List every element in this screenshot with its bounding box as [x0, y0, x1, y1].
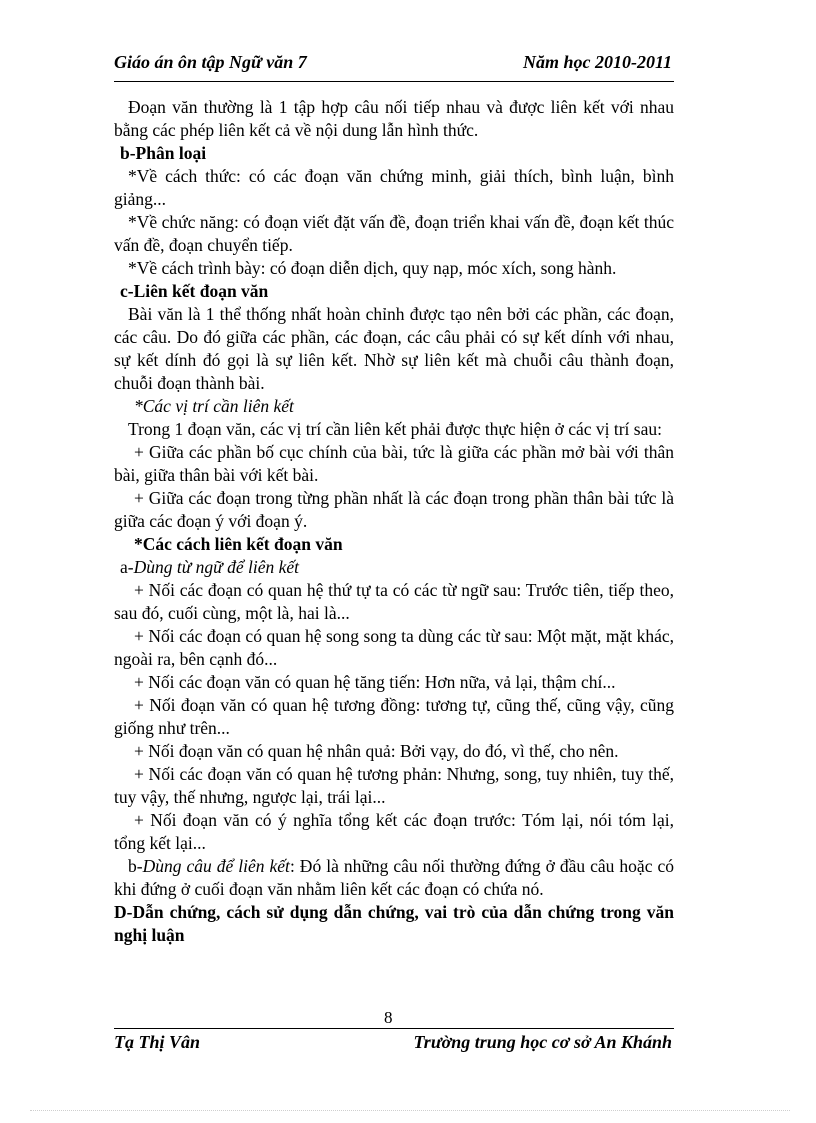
subsection-heading: *Các vị trí cần liên kết [134, 396, 294, 416]
subsection-heading: *Các cách liên kết đoạn văn [134, 534, 343, 554]
header-title: Giáo án ôn tập Ngữ văn 7 [114, 52, 307, 72]
section-heading: b-Phân loại [120, 143, 207, 163]
list-item: + Nối đoạn văn có ý nghĩa tổng kết các đoạn trước: Tóm lại, nói tóm lại, tổng kết lại... [114, 810, 674, 853]
list-item: + Giữa các đoạn trong từng phần nhất là các đoạn trong phần thân bài tức là giữa các đoạn ý với đoạn ý. [114, 488, 674, 531]
paragraph: *Về cách thức: có các đoạn văn chứng minh, giải thích, bình luận, bình giảng... [114, 166, 674, 209]
paragraph: Bài văn là 1 thể thống nhất hoàn chỉnh được tạo nên bởi các phần, các đoạn, các câu. Do đó giữa các phần, các đoạn, các câu phải có sự kết dính với nhau, sự kết dính đó gọi là sự liên kết. Nhờ sự liên kết mà chuỗi câu thành đoạn, chuỗi đoạn thành bài. [114, 304, 674, 393]
header-rule [114, 81, 674, 82]
page-edge-divider [30, 1110, 790, 1111]
page-number: 8 [384, 1008, 393, 1027]
label-text: Dùng câu để liên kết [142, 856, 290, 876]
paragraph [114, 855, 674, 901]
footer-rule [114, 1028, 674, 1029]
label-text: Dùng từ ngữ để liên kết [133, 557, 299, 577]
header-school-year: Năm học 2010-2011 [522, 52, 672, 72]
paragraph: Đoạn văn thường là 1 tập hợp câu nối tiếp nhau và được liên kết với nhau bằng các phép liên kết cả về nội dung lẫn hình thức. [114, 97, 674, 140]
footer-author: Tạ Thị Vân [114, 1032, 201, 1052]
list-item: + Giữa các phần bố cục chính của bài, tức là giữa các phần mở bài với thân bài, giữa thân bài với kết bài. [114, 442, 674, 485]
paragraph: *Về chức năng: có đoạn viết đặt vấn đề, đoạn triển khai vấn đề, đoạn kết thúc vấn đề, đoạn chuyển tiếp. [114, 212, 674, 255]
list-item: + Nối đoạn văn có quan hệ nhân quả: Bởi vạy, do đó, vì thế, cho nên. [134, 741, 619, 761]
list-item: + Nối các đoạn có quan hệ song song ta dùng các từ sau: Một mặt, mặt khác, ngoài ra, bên cạnh đó... [114, 626, 674, 669]
document-body [114, 96, 674, 947]
list-item: + Nối các đoạn văn có quan hệ tương phản: Nhưng, song, tuy nhiên, tuy thế, tuy vậy, thế nhưng, ngược lại, trái lại... [114, 764, 674, 807]
label-prefix: a- [120, 557, 134, 577]
label-prefix: b- [128, 856, 143, 876]
page-footer [114, 1032, 672, 1056]
list-item: + Nối các đoạn có quan hệ thứ tự ta có các từ ngữ sau: Trước tiên, tiếp theo, sau đó, cuối cùng, một là, hai là... [114, 580, 674, 623]
section-heading: D-Dẫn chứng, cách sử dụng dẫn chứng, vai trò của dẫn chứng trong văn nghị luận [114, 902, 674, 945]
section-heading: c-Liên kết đoạn văn [120, 281, 269, 301]
page-header [114, 52, 672, 78]
label-body: : Đó là những câu nối thường đứng ở đầu câu hoặc có khi đứng ở cuối đoạn văn nhằm liên kết các đoạn có chứa nó. [114, 856, 674, 899]
subsection-label [114, 556, 674, 579]
paragraph: *Về cách trình bày: có đoạn diễn dịch, quy nạp, móc xích, song hành. [128, 258, 617, 278]
paragraph: Trong 1 đoạn văn, các vị trí cần liên kết phải được thực hiện ở các vị trí sau: [128, 419, 662, 439]
list-item: + Nối đoạn văn có quan hệ tương đồng: tương tự, cũng thế, cũng vậy, cũng giống như trên... [114, 695, 674, 738]
footer-school: Trường trung học cơ sở An Khánh [413, 1032, 672, 1052]
list-item: + Nối các đoạn văn có quan hệ tăng tiến: Hơn nữa, vả lại, thậm chí... [134, 672, 616, 692]
